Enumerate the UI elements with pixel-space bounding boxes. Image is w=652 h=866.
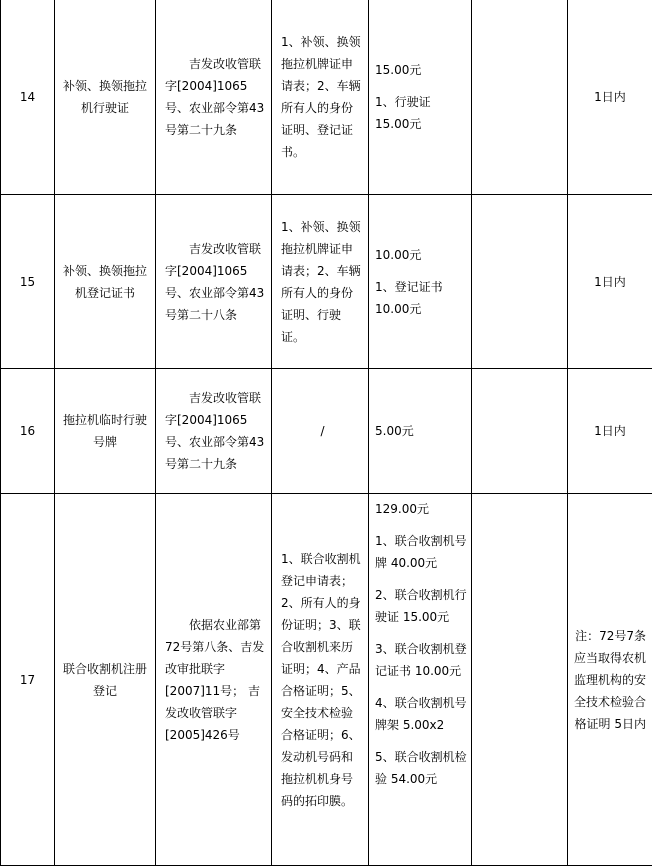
fee-item: 3、联合收割机登记证书 10.00元 bbox=[375, 638, 467, 682]
required-materials: 1、补领、换领拖拉机牌证申请表；2、车辆所有人的身份证明、行驶证。 bbox=[272, 195, 369, 369]
fee-standard bbox=[369, 195, 472, 369]
table-row bbox=[1, 195, 652, 369]
fee-standard bbox=[369, 0, 472, 195]
item-name: 补领、换领拖拉机登记证书 bbox=[55, 195, 156, 369]
fee-standard bbox=[369, 494, 472, 866]
required-materials: / bbox=[272, 369, 369, 494]
blank-cell bbox=[472, 195, 568, 369]
blank-cell bbox=[472, 494, 568, 866]
item-name: 拖拉机临时行驶号牌 bbox=[55, 369, 156, 494]
item-name: 补领、换领拖拉机行驶证 bbox=[55, 0, 156, 195]
required-materials: 1、联合收割机登记申请表；2、所有人的身份证明；3、联合收割机来历证明；4、产品合格证明；5、安全技术检验合格证明；6、发动机号码和拖拉机机身号码的拓印膜。 bbox=[272, 494, 369, 866]
fee-item: 4、联合收割机号牌架 5.00x2 bbox=[375, 692, 467, 736]
table-row bbox=[1, 494, 652, 866]
legal-basis: 吉发改收管联字[2004]1065号、农业部令第43号第二十八条 bbox=[156, 195, 272, 369]
row-number: 14 bbox=[1, 0, 55, 195]
fee-total: 129.00元 bbox=[375, 498, 467, 520]
row-number: 15 bbox=[1, 195, 55, 369]
legal-basis: 依据农业部第72号第八条、吉发改审批联字[2007]11号； 吉发改收管联字[2005]426号 bbox=[156, 494, 272, 866]
table-row bbox=[1, 369, 652, 494]
fee-item: 1、联合收割机号牌 40.00元 bbox=[375, 530, 467, 574]
fee-item: 2、联合收割机行驶证 15.00元 bbox=[375, 584, 467, 628]
legal-basis: 吉发改收管联字[2004]1065号、农业部令第43号第二十九条 bbox=[156, 369, 272, 494]
processing-time: 1日内 bbox=[568, 369, 652, 494]
blank-cell bbox=[472, 369, 568, 494]
note-and-time: 注：72号7条应当取得农机监理机构的安全技术检验合格证明 5日内 bbox=[568, 494, 652, 866]
fee-item: 5、联合收割机检验 54.00元 bbox=[375, 746, 467, 790]
fee-total: 15.00元 bbox=[375, 59, 467, 81]
fee-item: 1、行驶证 15.00元 bbox=[375, 91, 467, 135]
fee-total: 5.00元 bbox=[375, 420, 467, 442]
required-materials: 1、补领、换领拖拉机牌证申请表；2、车辆所有人的身份证明、登记证书。 bbox=[272, 0, 369, 195]
row-number: 17 bbox=[1, 494, 55, 866]
fee-standard bbox=[369, 369, 472, 494]
blank-cell bbox=[472, 0, 568, 195]
table-row bbox=[1, 0, 652, 195]
row-number: 16 bbox=[1, 369, 55, 494]
processing-time: 1日内 bbox=[568, 0, 652, 195]
processing-time: 1日内 bbox=[568, 195, 652, 369]
legal-basis: 吉发改收管联字[2004]1065号、农业部令第43号第二十九条 bbox=[156, 0, 272, 195]
fee-item: 1、登记证书 10.00元 bbox=[375, 276, 467, 320]
item-name: 联合收割机注册登记 bbox=[55, 494, 156, 866]
fee-total: 10.00元 bbox=[375, 244, 467, 266]
